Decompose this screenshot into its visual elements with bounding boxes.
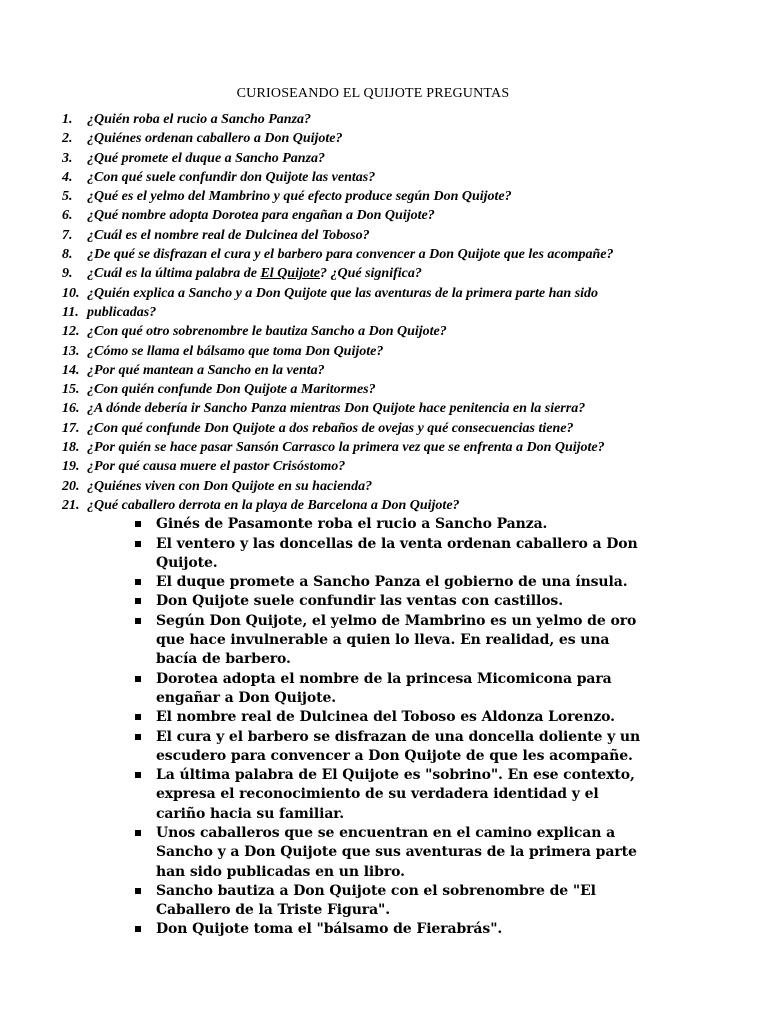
question-number: 19. (62, 459, 80, 475)
question-text: ¿Cuál es el nombre real de Dulcinea del Toboso? (87, 227, 370, 243)
question-text: ¿Qué es el yelmo del Mambrino y qué efecto produce según Don Quijote? (87, 189, 512, 205)
question-item (62, 129, 656, 148)
question-number: 10. (62, 285, 80, 301)
answer-item (132, 612, 656, 670)
question-item (62, 168, 656, 187)
answer-text: El cura y el barbero se disfrazan de una doncella doliente y un escudero para convencer a Don Quijote de que les acompañe. (156, 728, 641, 764)
answers-list (62, 515, 656, 940)
question-number: 6. (62, 208, 73, 224)
answer-item (132, 515, 656, 534)
question-text: publicadas? (87, 304, 157, 320)
answer-item (132, 592, 656, 611)
answer-text: Ginés de Pasamonte roba el rucio a Sancho Panza. (156, 516, 548, 533)
question-item (62, 457, 656, 476)
question-item (62, 496, 656, 515)
question-item (62, 342, 656, 361)
square-bullet-icon (132, 612, 156, 670)
question-text: ¿Quiénes ordenan caballero a Don Quijote? (87, 131, 343, 147)
question-text: ¿Quiénes viven con Don Quijote en su hacienda? (87, 478, 373, 494)
square-bullet-icon (132, 766, 156, 824)
question-item (62, 110, 656, 129)
question-number: 15. (62, 382, 80, 398)
answer-text: El ventero y las doncellas de la venta ordenan caballero a Don Quijote. (156, 535, 638, 571)
question-item (62, 322, 656, 341)
question-number: 17. (62, 420, 80, 436)
square-bullet-icon (132, 824, 156, 882)
question-item (62, 149, 656, 168)
question-text: ¿A dónde debería ir Sancho Panza mientras Don Quijote hace penitencia en la sierra? (87, 401, 586, 417)
question-item (62, 380, 656, 399)
question-text: ¿Quién roba el rucio a Sancho Panza? (87, 112, 312, 127)
square-bullet-icon (132, 708, 156, 727)
square-bullet-icon (132, 920, 156, 939)
question-text: ¿Con qué otro sobrenombre le bautiza Sancho a Don Quijote? (87, 324, 447, 340)
question-number: 8. (62, 247, 73, 263)
book-title-link: El Quijote (260, 266, 320, 282)
square-bullet-icon (132, 728, 156, 767)
answer-item (132, 708, 656, 727)
square-bullet-icon (132, 535, 156, 574)
question-number: 12. (62, 324, 80, 340)
answer-text: Dorotea adopta el nombre de la princesa Micomicona para engañar a Don Quijote. (156, 670, 612, 706)
answer-text: Don Quijote suele confundir las ventas con castillos. (156, 593, 563, 610)
question-item (62, 187, 656, 206)
square-bullet-icon (132, 670, 156, 709)
question-item (62, 361, 656, 380)
question-item (62, 419, 656, 438)
answer-text: Sancho bautiza a Don Quijote con el sobrenombre de "El Caballero de la Triste Figura". (156, 882, 596, 919)
question-number: 16. (62, 401, 80, 417)
question-text: ¿Qué promete el duque a Sancho Panza? (87, 150, 326, 166)
question-text: ¿Qué nombre adopta Dorotea para engañan a Don Quijote? (87, 208, 435, 224)
square-bullet-icon (132, 515, 156, 534)
answer-text: Unos caballeros que se encuentran en el camino explican a Sancho y a Don Quijote que sus aventuras de la primera parte han sido publicadas en un libro. (156, 824, 637, 880)
question-number: 4. (62, 169, 73, 185)
question-text: ¿Quién explica a Sancho y a Don Quijote que las aventuras de la primera parte han sido (87, 285, 599, 301)
answer-item (132, 670, 656, 709)
question-text: ¿Con qué suele confundir don Quijote las ventas? (87, 169, 376, 185)
question-text: ¿De qué se disfrazan el cura y el barbero para convencer a Don Quijote que les acompañe? (87, 247, 614, 263)
question-number: 13. (62, 343, 80, 359)
question-text: ¿Qué caballero derrota en la playa de Barcelona a Don Quijote? (87, 497, 460, 513)
answer-item (132, 728, 656, 767)
question-number: 2. (62, 131, 73, 147)
answer-item (132, 882, 656, 921)
answer-text: Don Quijote toma el "bálsamo de Fierabrás". (156, 921, 503, 938)
question-number: 14. (62, 362, 80, 378)
answer-item (132, 766, 656, 824)
question-number: 21. (62, 497, 80, 513)
question-item (62, 438, 656, 457)
answer-item (132, 920, 656, 939)
question-text: ¿Por qué causa muere el pastor Crisóstomo? (87, 459, 346, 475)
question-item (62, 206, 656, 225)
question-text: ¿Por quién se hace pasar Sansón Carrasco la primera vez que se enfrenta a Don Quijote? (87, 440, 605, 456)
answer-text: Según Don Quijote, el yelmo de Mambrino es un yelmo de oro que hace invulnerable a quien lo lleva. En realidad, es una bacía de barbero. (156, 612, 637, 668)
document-title: CURIOSEANDO EL QUIJOTE PREGUNTAS (236, 86, 510, 101)
square-bullet-icon (132, 592, 156, 611)
question-text: ¿Por qué mantean a Sancho en la venta? (87, 362, 325, 378)
answer-item (132, 824, 656, 882)
question-text: ¿Con quién confunde Don Quijote a Maritormes? (87, 382, 376, 398)
question-item (62, 284, 656, 303)
question-number: 20. (62, 478, 80, 494)
question-item (62, 226, 656, 245)
question-item (62, 245, 656, 264)
answer-text: La última palabra de El Quijote es "sobrino". En ese contexto, expresa el reconocimiento de su verdadera identidad y el cariño hacia su familiar. (156, 767, 635, 822)
question-item (62, 477, 656, 496)
question-item (62, 264, 656, 283)
question-number: 7. (62, 227, 73, 243)
question-text (87, 264, 656, 283)
question-number: 5. (62, 189, 73, 205)
question-text-before: ¿Cuál es la última palabra de (87, 266, 261, 282)
question-number: 1. (62, 112, 73, 127)
answer-text: El nombre real de Dulcinea del Toboso es Aldonza Lorenzo. (156, 709, 615, 726)
question-number: 18. (62, 440, 80, 456)
questions-list (62, 110, 656, 515)
question-text-after: ? ¿Qué significa? (319, 266, 422, 282)
question-number: 11. (62, 304, 79, 320)
question-item (62, 399, 656, 418)
question-text: ¿Cómo se llama el bálsamo que toma Don Quijote? (87, 343, 384, 359)
square-bullet-icon (132, 573, 156, 592)
question-item (62, 303, 656, 322)
answer-item (132, 535, 656, 574)
question-number: 3. (62, 150, 73, 166)
square-bullet-icon (132, 882, 156, 921)
answer-item (132, 573, 656, 592)
answer-text: El duque promete a Sancho Panza el gobierno de una ínsula. (156, 574, 628, 591)
question-text: ¿Con qué confunde Don Quijote a dos rebaños de ovejas y qué consecuencias tiene? (87, 420, 574, 436)
question-number: 9. (62, 266, 73, 282)
